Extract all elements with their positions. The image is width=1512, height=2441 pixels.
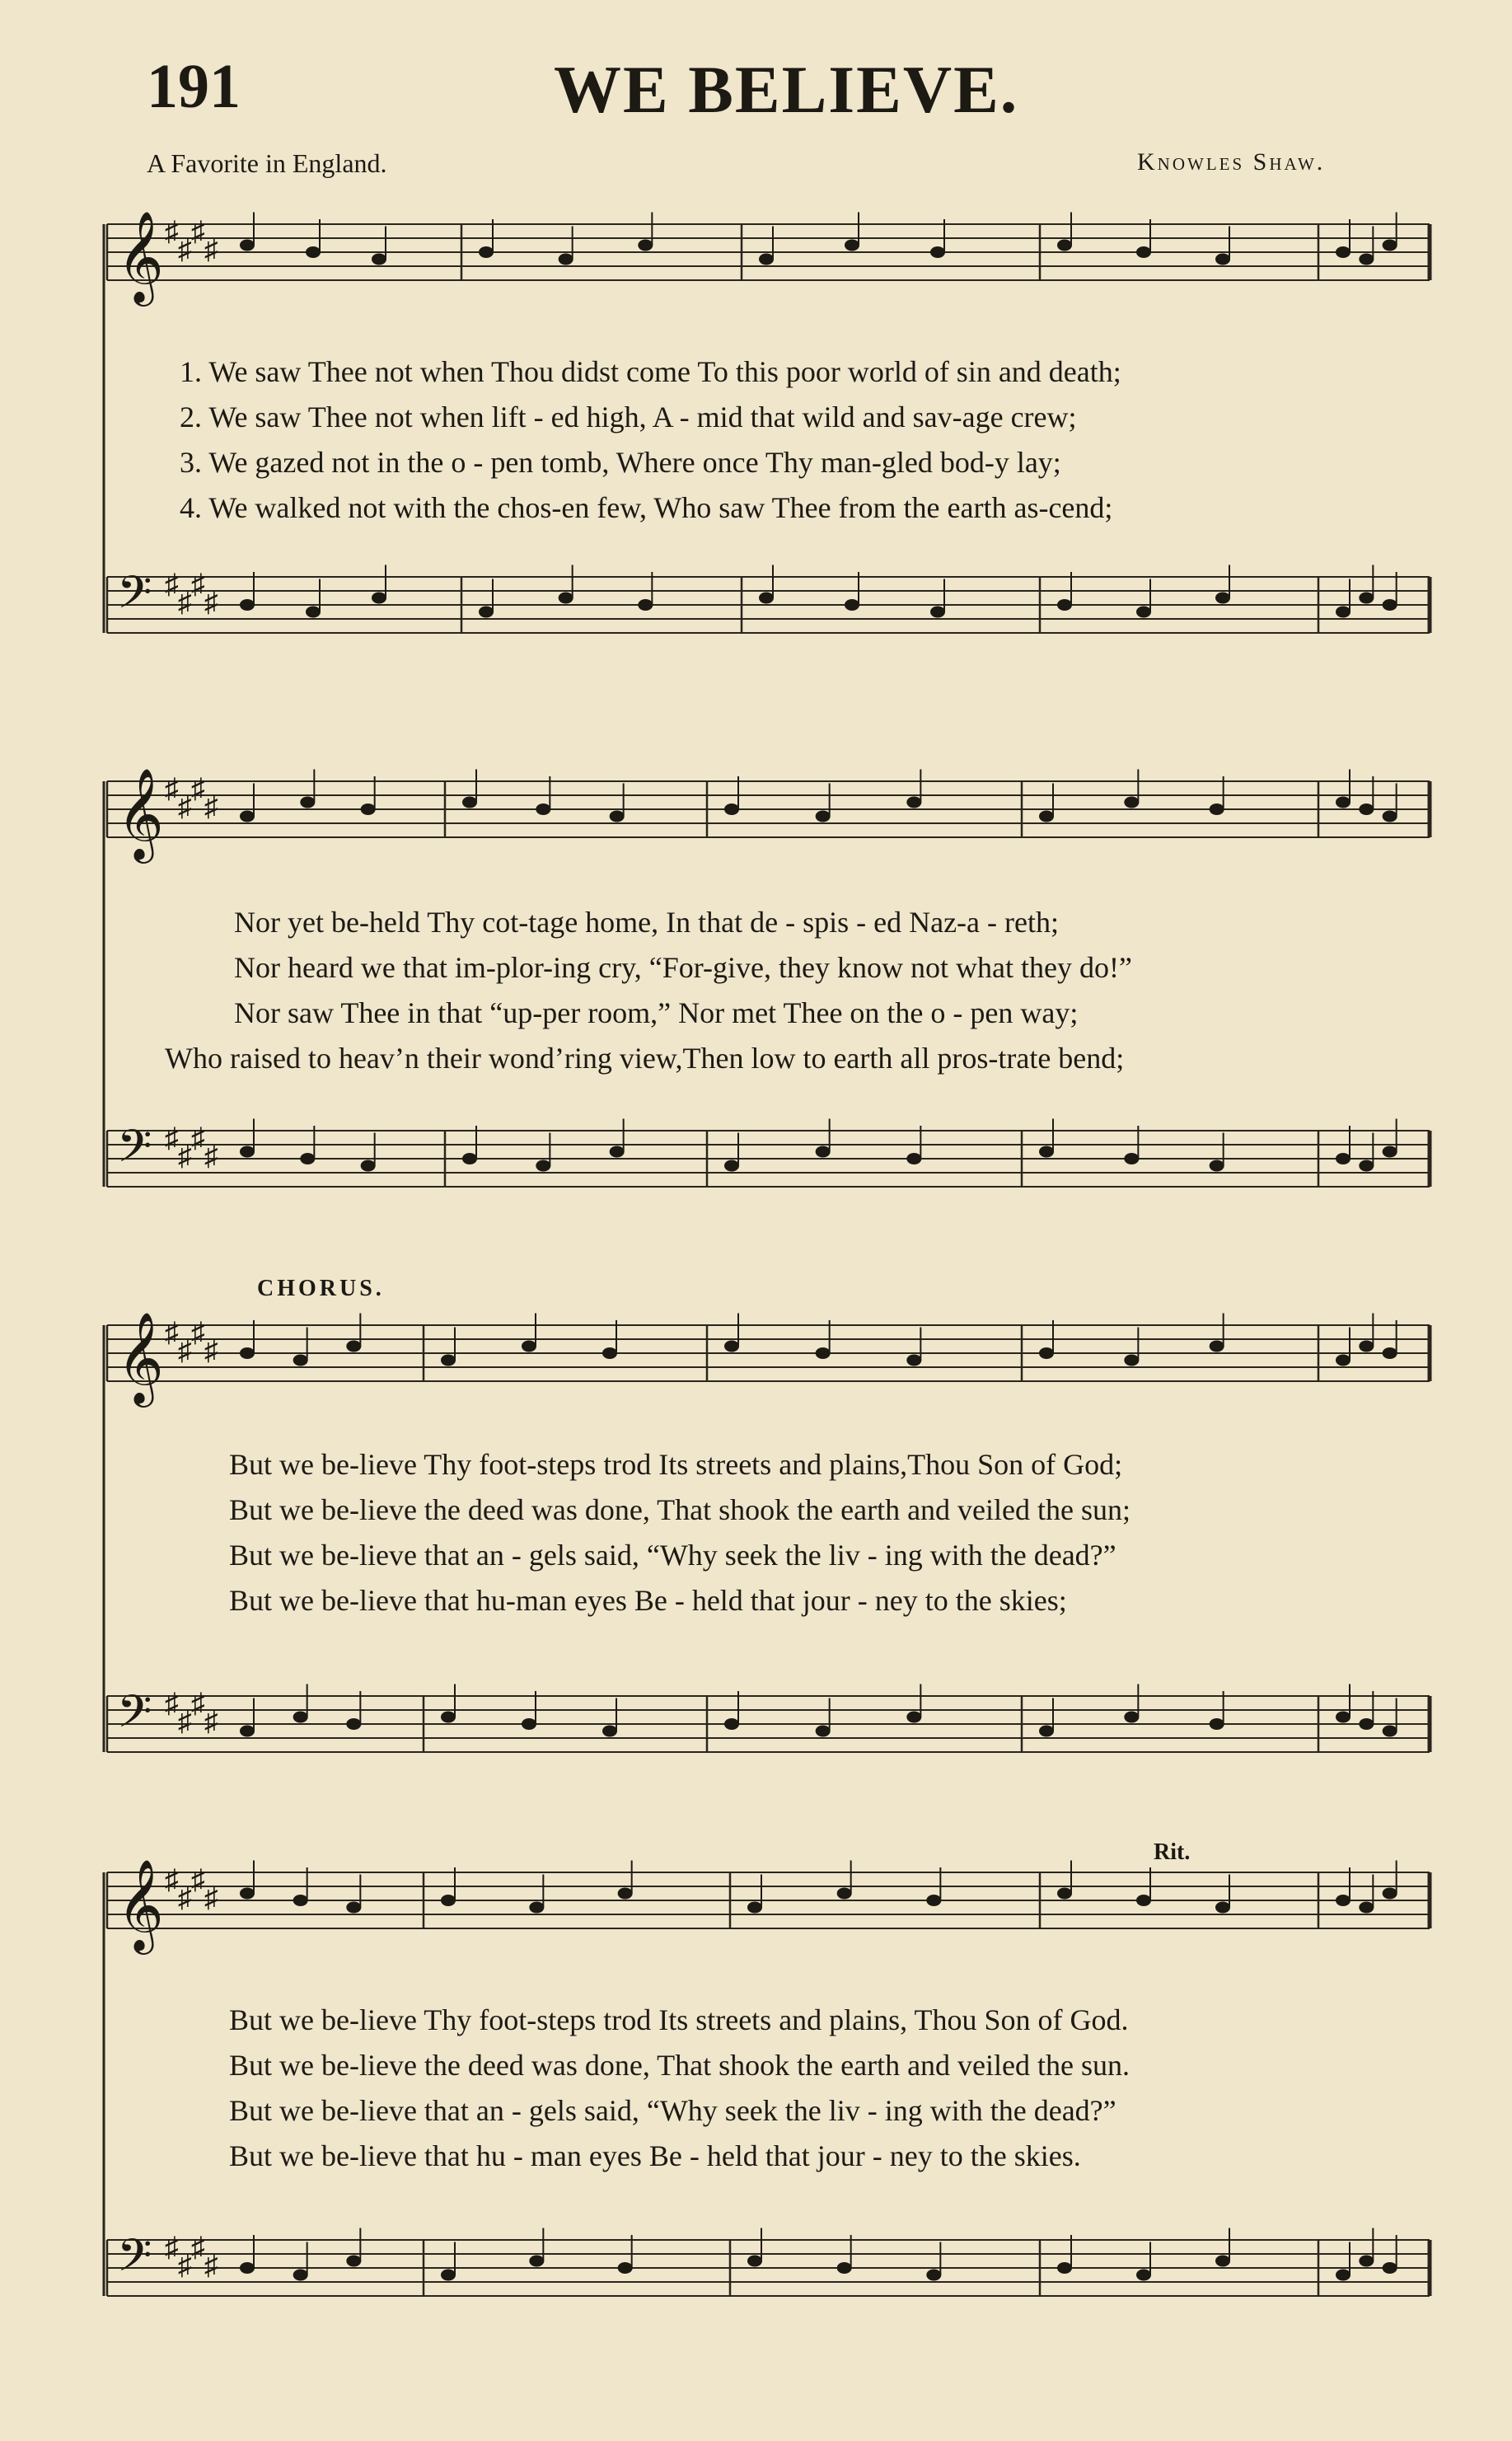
note-head bbox=[346, 2256, 361, 2267]
lyric-line: But we be-lieve that hu-man eyes Be - held that jour - ney to the skies; bbox=[229, 1584, 1067, 1617]
note-head bbox=[293, 1895, 308, 1906]
note-head bbox=[293, 2270, 308, 2281]
sharp-icon: ♯ bbox=[165, 1865, 179, 1895]
note-head bbox=[1136, 2270, 1151, 2281]
lyric-line: Nor saw Thee in that “up-per room,” Nor met Thee on the o - pen way; bbox=[234, 996, 1079, 1029]
note-head bbox=[522, 1341, 536, 1352]
note-head bbox=[1210, 1341, 1224, 1352]
note-head bbox=[293, 1712, 308, 1723]
note-head bbox=[1057, 240, 1072, 251]
note-head bbox=[906, 1712, 921, 1723]
note-head bbox=[1336, 1153, 1351, 1164]
note-head bbox=[346, 1902, 361, 1914]
note-head bbox=[759, 254, 774, 265]
lyric-line: But we be-lieve the deed was done, That shook the earth and veiled the sun. bbox=[229, 2049, 1130, 2082]
note-head bbox=[462, 797, 477, 808]
note-head bbox=[300, 1153, 315, 1164]
chorus-label: CHORUS. bbox=[257, 1276, 385, 1301]
sharp-icon: ♯ bbox=[165, 774, 179, 804]
sharp-icon: ♯ bbox=[178, 235, 192, 265]
note-head bbox=[1136, 1895, 1151, 1906]
note-head bbox=[240, 1146, 255, 1158]
bass-clef-icon: 𝄢 bbox=[117, 566, 152, 630]
sharp-icon: ♯ bbox=[204, 2251, 218, 2281]
treble-clef-icon: 𝄞 bbox=[117, 767, 164, 860]
sharp-icon: ♯ bbox=[178, 2251, 192, 2281]
note-head bbox=[926, 2270, 941, 2281]
note-head bbox=[441, 1895, 456, 1906]
sharp-icon: ♯ bbox=[165, 2233, 179, 2263]
note-head bbox=[1383, 1888, 1397, 1900]
note-head bbox=[816, 1726, 831, 1737]
lyric-line: Who raised to heav’n their wond’ring view,Then low to earth all pros-trate bend; bbox=[165, 1042, 1125, 1075]
note-head bbox=[559, 254, 573, 265]
note-head bbox=[845, 599, 859, 611]
page-number: 191 bbox=[147, 52, 241, 121]
note-head bbox=[1215, 593, 1230, 604]
note-head bbox=[240, 2262, 255, 2274]
note-head bbox=[240, 1347, 255, 1359]
sharp-icon: ♯ bbox=[165, 1123, 179, 1154]
bass-clef-icon: 𝄢 bbox=[117, 2229, 152, 2293]
note-head bbox=[306, 246, 321, 258]
note-head bbox=[816, 1146, 831, 1158]
hymn-title: WE BELIEVE. bbox=[554, 52, 1019, 127]
note-head bbox=[361, 1160, 376, 1172]
sharp-icon: ♯ bbox=[191, 217, 205, 247]
note-head bbox=[1215, 254, 1230, 265]
staff bbox=[107, 210, 1430, 307]
note-head bbox=[536, 804, 550, 815]
note-head bbox=[441, 1712, 456, 1723]
subtitle: A Favorite in England. bbox=[147, 148, 387, 178]
note-head bbox=[1124, 1712, 1139, 1723]
note-head bbox=[1136, 246, 1151, 258]
note-head bbox=[724, 804, 739, 815]
note-head bbox=[1124, 1153, 1139, 1164]
note-head bbox=[724, 1160, 739, 1172]
note-head bbox=[724, 1718, 739, 1730]
note-head bbox=[300, 797, 315, 808]
lyric-line: 4. We walked not with the chos-en few, Who saw Thee from the earth as-cend; bbox=[180, 491, 1113, 524]
note-head bbox=[1215, 2256, 1230, 2267]
note-head bbox=[1039, 1146, 1054, 1158]
note-head bbox=[240, 240, 255, 251]
note-head bbox=[1359, 254, 1374, 265]
sharp-icon: ♯ bbox=[178, 1707, 192, 1737]
staff bbox=[107, 1684, 1430, 1753]
sharp-icon: ♯ bbox=[191, 774, 205, 804]
sharp-icon: ♯ bbox=[191, 1123, 205, 1154]
note-head bbox=[845, 240, 859, 251]
lyric-line: 1. We saw Thee not when Thou didst come To this poor world of sin and death; bbox=[180, 355, 1121, 388]
note-head bbox=[610, 1146, 625, 1158]
note-head bbox=[306, 607, 321, 618]
note-head bbox=[1383, 2262, 1397, 2274]
note-head bbox=[837, 1888, 852, 1900]
lyric-line: Nor yet be-held Thy cot-tage home, In that de - spis - ed Naz-a - reth; bbox=[234, 906, 1059, 939]
note-head bbox=[618, 1888, 633, 1900]
note-head bbox=[1057, 2262, 1072, 2274]
treble-clef-icon: 𝄞 bbox=[117, 1858, 164, 1951]
note-head bbox=[930, 607, 945, 618]
note-head bbox=[1210, 804, 1224, 815]
note-head bbox=[479, 246, 494, 258]
note-head bbox=[1039, 1347, 1054, 1359]
lyric-line: 2. We saw Thee not when lift - ed high, A - mid that wild and sav-age crew; bbox=[180, 401, 1077, 433]
treble-clef-icon: 𝄞 bbox=[117, 210, 164, 302]
note-head bbox=[1336, 607, 1351, 618]
note-head bbox=[1383, 599, 1397, 611]
note-head bbox=[1383, 1347, 1397, 1359]
note-head bbox=[1336, 2270, 1351, 2281]
note-head bbox=[240, 1888, 255, 1900]
sharp-icon: ♯ bbox=[204, 1336, 218, 1366]
note-head bbox=[462, 1153, 477, 1164]
note-head bbox=[372, 254, 386, 265]
note-head bbox=[638, 240, 653, 251]
sharp-icon: ♯ bbox=[204, 1883, 218, 1914]
note-head bbox=[346, 1718, 361, 1730]
note-head bbox=[361, 804, 376, 815]
note-head bbox=[602, 1726, 617, 1737]
note-head bbox=[724, 1341, 739, 1352]
sharp-icon: ♯ bbox=[165, 217, 179, 247]
lyric-line: But we be-lieve the deed was done, That shook the earth and veiled the sun; bbox=[229, 1493, 1131, 1526]
sharp-icon: ♯ bbox=[191, 569, 205, 600]
sharp-icon: ♯ bbox=[178, 1883, 192, 1914]
note-head bbox=[1215, 1902, 1230, 1914]
note-head bbox=[1210, 1160, 1224, 1172]
note-head bbox=[293, 1355, 308, 1366]
note-head bbox=[1057, 599, 1072, 611]
lyric-line: But we be-lieve Thy foot-steps trod Its streets and plains,Thou Son of God; bbox=[229, 1448, 1123, 1481]
note-head bbox=[1359, 1902, 1374, 1914]
note-head bbox=[1336, 797, 1351, 808]
sharp-icon: ♯ bbox=[204, 1141, 218, 1172]
composer-credit: Knowles Shaw. bbox=[1137, 148, 1326, 176]
note-head bbox=[747, 1902, 762, 1914]
bass-clef-icon: 𝄢 bbox=[117, 1685, 152, 1749]
note-head bbox=[346, 1341, 361, 1352]
sharp-icon: ♯ bbox=[178, 1141, 192, 1172]
sharp-icon: ♯ bbox=[204, 792, 218, 822]
note-head bbox=[479, 607, 494, 618]
note-head bbox=[1359, 804, 1374, 815]
note-head bbox=[638, 599, 653, 611]
note-head bbox=[529, 2256, 544, 2267]
note-head bbox=[1336, 1895, 1351, 1906]
note-head bbox=[1359, 1160, 1374, 1172]
note-head bbox=[1383, 1726, 1397, 1737]
note-head bbox=[1124, 1355, 1139, 1366]
sharp-icon: ♯ bbox=[165, 1318, 179, 1348]
sharp-icon: ♯ bbox=[204, 588, 218, 618]
note-head bbox=[906, 1355, 921, 1366]
note-head bbox=[618, 2262, 633, 2274]
note-head bbox=[1136, 607, 1151, 618]
sharp-icon: ♯ bbox=[191, 2233, 205, 2263]
sharp-icon: ♯ bbox=[165, 1689, 179, 1719]
staff bbox=[107, 1119, 1430, 1188]
note-head bbox=[1336, 246, 1351, 258]
note-head bbox=[906, 797, 921, 808]
note-head bbox=[930, 246, 945, 258]
staff bbox=[107, 1858, 1430, 1955]
note-head bbox=[602, 1347, 617, 1359]
sharp-icon: ♯ bbox=[204, 235, 218, 265]
note-head bbox=[1383, 240, 1397, 251]
treble-clef-icon: 𝄞 bbox=[117, 1311, 164, 1403]
note-head bbox=[759, 593, 774, 604]
note-head bbox=[1039, 811, 1054, 822]
note-head bbox=[816, 811, 831, 822]
note-head bbox=[372, 593, 386, 604]
bass-clef-icon: 𝄢 bbox=[117, 1120, 152, 1183]
lyric-line: But we be-lieve Thy foot-steps trod Its streets and plains, Thou Son of God. bbox=[229, 2003, 1129, 2036]
note-head bbox=[1124, 797, 1139, 808]
note-head bbox=[441, 1355, 456, 1366]
note-head bbox=[240, 811, 255, 822]
note-head bbox=[1336, 1712, 1351, 1723]
sharp-icon: ♯ bbox=[178, 1336, 192, 1366]
note-head bbox=[816, 1347, 831, 1359]
lyric-line: But we be-lieve that an - gels said, “Why seek the liv - ing with the dead?” bbox=[229, 1539, 1116, 1572]
note-head bbox=[747, 2256, 762, 2267]
lyric-line: Nor heard we that im-plor-ing cry, “For-give, they know not what they do!” bbox=[234, 951, 1132, 984]
staff bbox=[107, 2228, 1430, 2297]
sharp-icon: ♯ bbox=[191, 1689, 205, 1719]
note-head bbox=[906, 1153, 921, 1164]
sharp-icon: ♯ bbox=[191, 1865, 205, 1895]
sharp-icon: ♯ bbox=[165, 569, 179, 600]
staff bbox=[107, 767, 1430, 864]
note-head bbox=[610, 811, 625, 822]
note-head bbox=[1039, 1726, 1054, 1737]
note-head bbox=[926, 1895, 941, 1906]
note-head bbox=[1359, 1718, 1374, 1730]
note-head bbox=[240, 599, 255, 611]
note-head bbox=[1359, 593, 1374, 604]
note-head bbox=[536, 1160, 550, 1172]
sharp-icon: ♯ bbox=[178, 588, 192, 618]
note-head bbox=[522, 1718, 536, 1730]
ritardando-label: Rit. bbox=[1154, 1839, 1191, 1865]
lyric-line: 3. We gazed not in the o - pen tomb, Where once Thy man-gled bod-y lay; bbox=[180, 446, 1061, 479]
lyric-line: But we be-lieve that hu - man eyes Be - held that jour - ney to the skies. bbox=[229, 2139, 1081, 2172]
lyric-line: But we be-lieve that an - gels said, “Why seek the liv - ing with the dead?” bbox=[229, 2094, 1116, 2127]
note-head bbox=[1383, 1146, 1397, 1158]
note-head bbox=[240, 1726, 255, 1737]
note-head bbox=[1057, 1888, 1072, 1900]
staff bbox=[107, 565, 1430, 634]
note-head bbox=[837, 2262, 852, 2274]
note-head bbox=[1359, 1341, 1374, 1352]
sharp-icon: ♯ bbox=[204, 1707, 218, 1737]
note-head bbox=[559, 593, 573, 604]
note-head bbox=[1359, 2256, 1374, 2267]
note-head bbox=[1383, 811, 1397, 822]
note-head bbox=[1210, 1718, 1224, 1730]
note-head bbox=[1336, 1355, 1351, 1366]
sharp-icon: ♯ bbox=[178, 792, 192, 822]
note-head bbox=[441, 2270, 456, 2281]
note-head bbox=[529, 1902, 544, 1914]
sharp-icon: ♯ bbox=[191, 1318, 205, 1348]
staff bbox=[107, 1311, 1430, 1408]
